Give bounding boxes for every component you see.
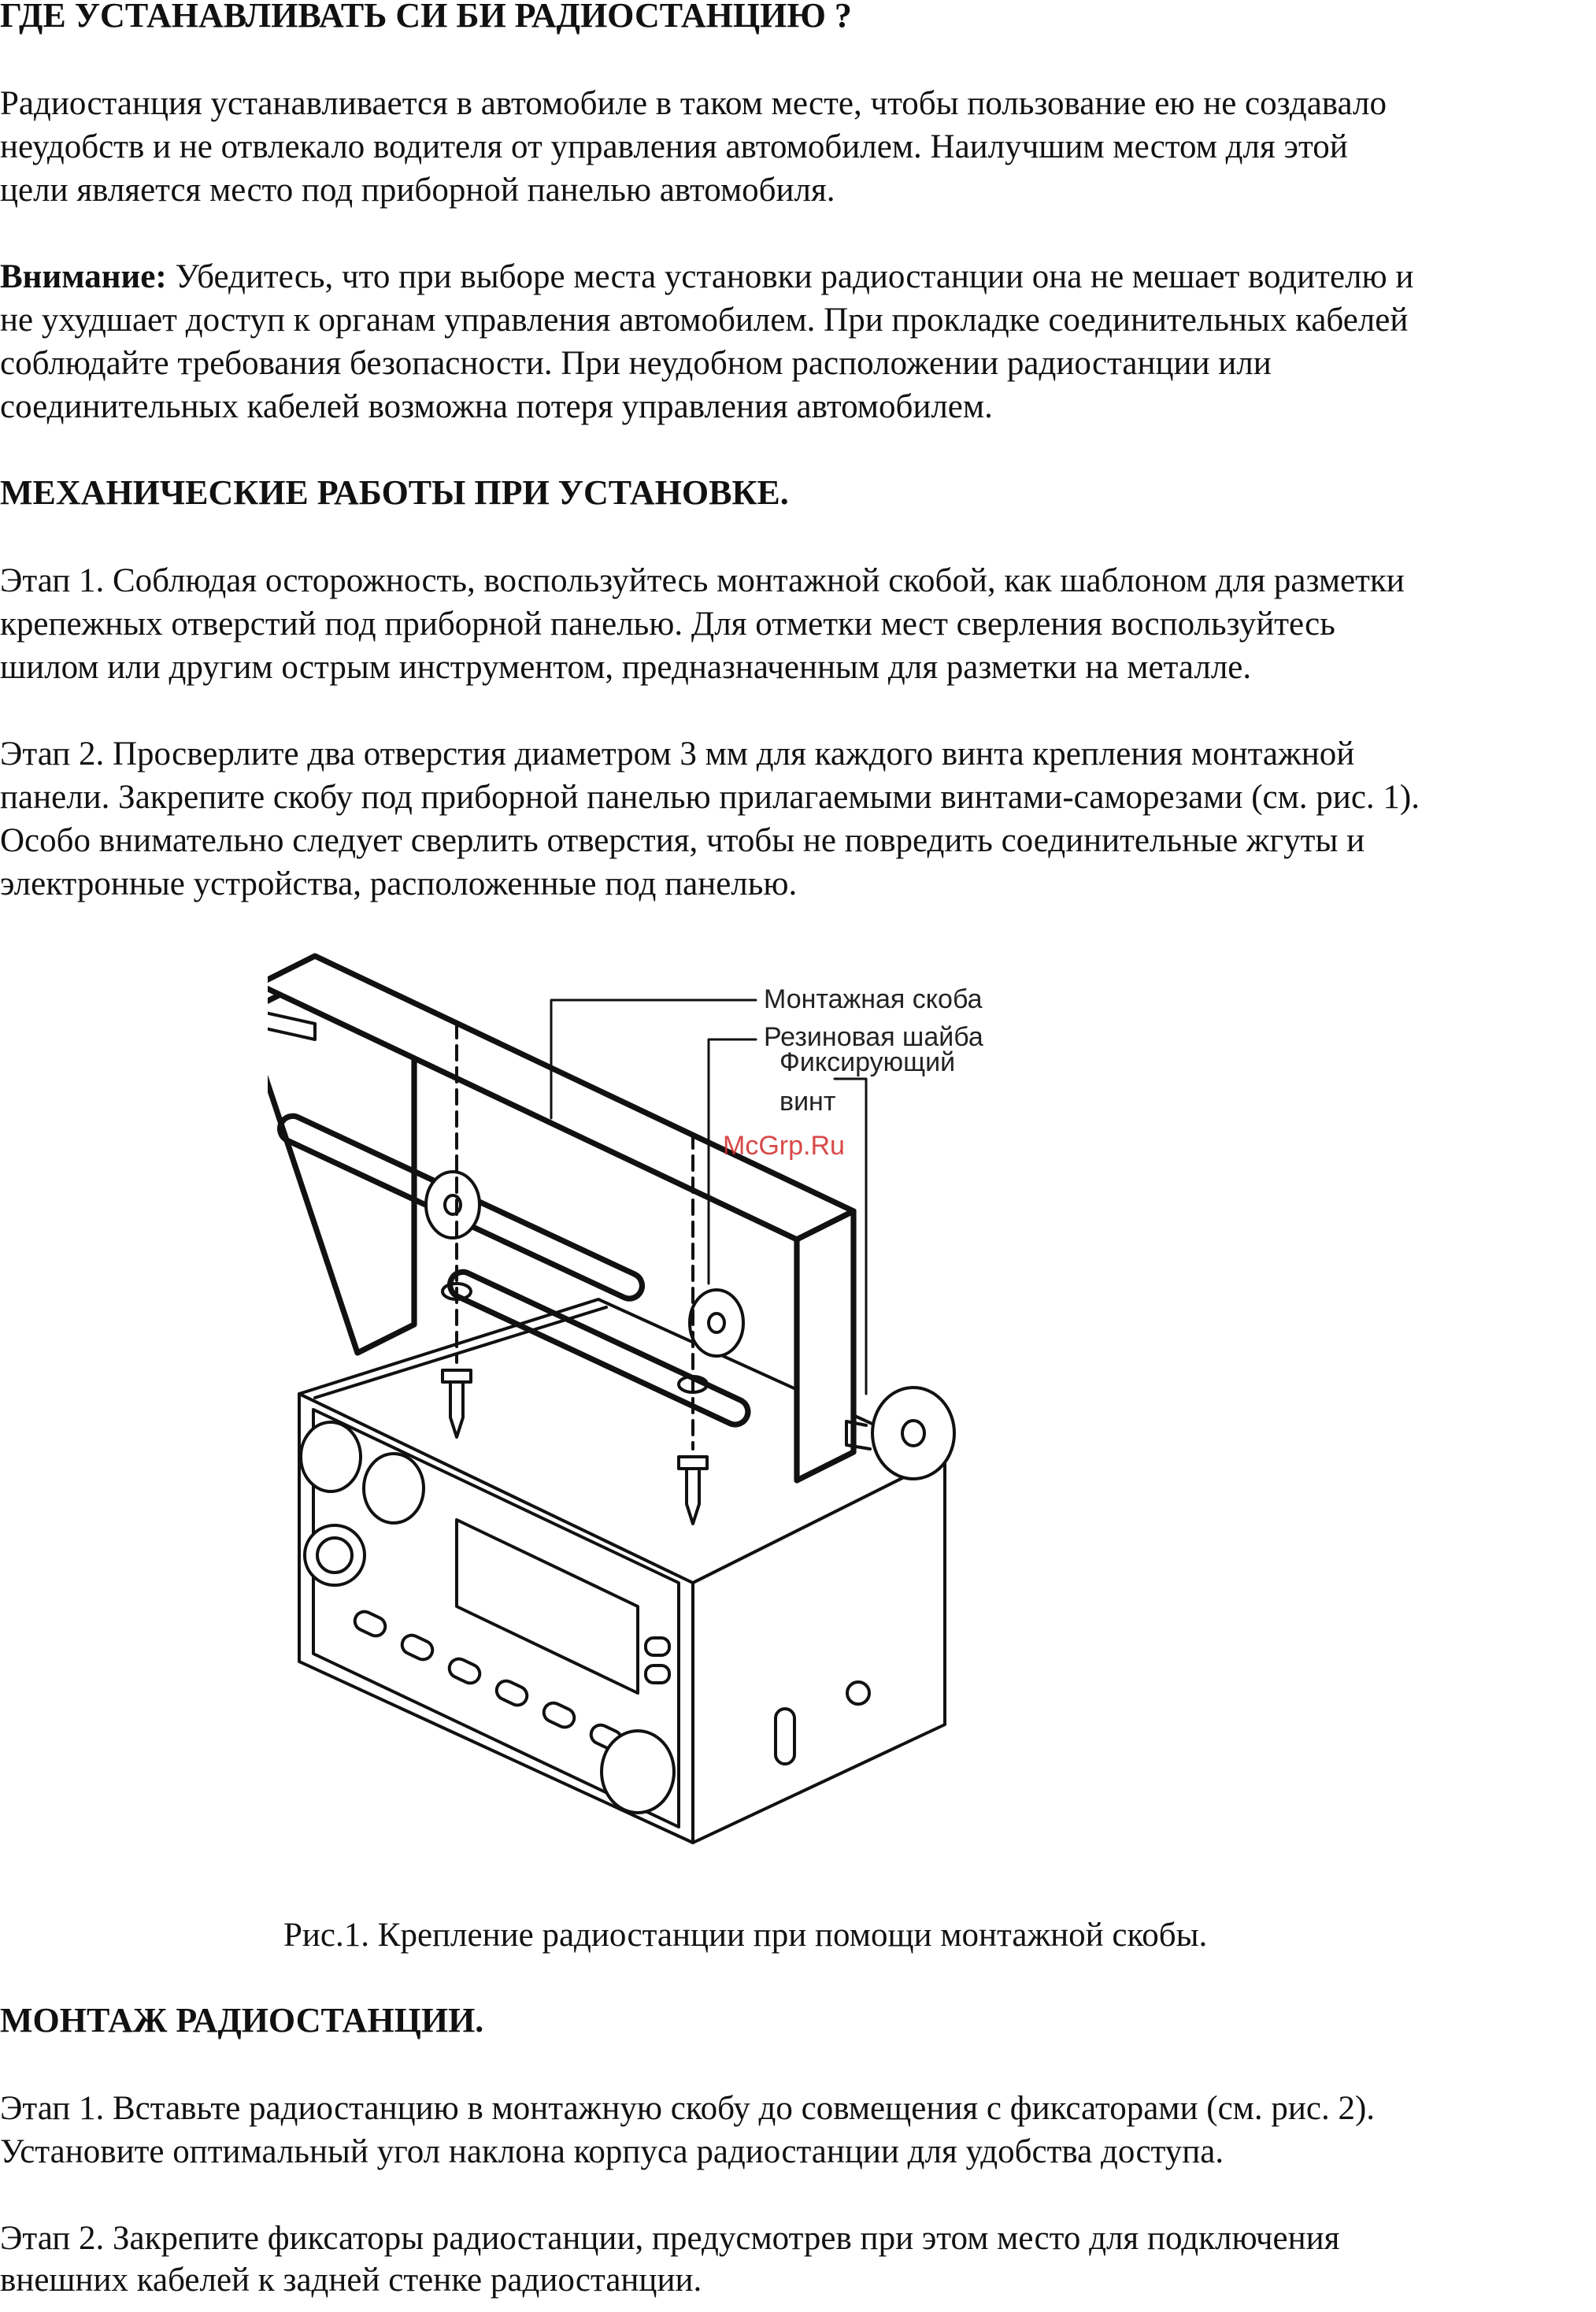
mount-step2-line-1: Этап 2. Закрепите фиксаторы радиостанции, предусмотрев при этом место для подключения (0, 2220, 1340, 2257)
warning-label: Внимание: (0, 258, 167, 295)
step2-line-2: панели. Закрепите скобу под приборной панелью прилагаемыми винтами-саморезами (см. рис. 1). (0, 779, 1420, 816)
step1-line-2: крепежных отверстий под приборной панелью. Для отметки мест сверления воспользуйтесь (0, 606, 1335, 643)
mount-step1-line-2: Установите оптимальный угол наклона корпуса радиостанции для удобства доступа. (0, 2133, 1224, 2170)
paragraph-intro-line-2: неудобств и не отвлекало водителя от управления автомобилем. Наилучшим местом для этой (0, 128, 1348, 165)
rubber-washer-left (426, 1172, 480, 1238)
warning-line-2: не ухудшает доступ к органам управления автомобилем. При прокладке соединительных кабелей (0, 302, 1409, 339)
label-fixing: Фиксирующий (779, 1047, 956, 1077)
step2-line-3: Особо внимательно следует сверлить отверстия, чтобы не повредить соединительные жгуты и (0, 822, 1365, 859)
label-screw: винт (779, 1087, 836, 1117)
paragraph-intro-line-1: Радиостанция устанавливается в автомобиле в таком месте, чтобы пользование ею не создавало (0, 85, 1387, 122)
heading-where-to-install: ГДЕ УСТАНАВЛИВАТЬ СИ БИ РАДИОСТАНЦИЮ ? (0, 0, 852, 35)
warning-line-3: соблюдайте требования безопасности. При неудобном расположении радиостанции или (0, 345, 1272, 382)
mic-connector (305, 1525, 365, 1585)
watermark: McGrp.Ru (723, 1131, 845, 1161)
label-mounting-bracket: Монтажная скоба (764, 984, 983, 1014)
step2-line-1: Этап 2. Просверлите два отверстия диаметром 3 мм для каждого винта крепления монтажной (0, 735, 1355, 773)
mount-step2-line-2: внешних кабелей к задней стенке радиостанции. (0, 2262, 702, 2299)
step2-line-4: электронные устройства, расположенные под панелью. (0, 865, 798, 902)
rubber-washer-right (690, 1290, 743, 1356)
step1-line-1: Этап 1. Соблюдая осторожность, воспользуйтесь монтажной скобой, как шаблоном для разметки (0, 562, 1405, 599)
channel-knob (602, 1731, 674, 1813)
warning-line-1 (0, 255, 1590, 298)
mount-step1-line-1: Этап 1. Вставьте радиостанцию в монтажную скобу до совмещения с фиксаторами (см. рис. 2). (0, 2090, 1376, 2127)
paragraph-intro-line-3: цели является место под приборной панелью автомобиля. (0, 172, 835, 209)
warning-text-1: Убедитесь, что при выборе места установки радиостанции она не мешает водителю и (166, 258, 1414, 295)
mounting-bracket-illustration (268, 953, 1323, 1882)
heading-mechanical-works: МЕХАНИЧЕСКИЕ РАБОТЫ ПРИ УСТАНОВКЕ. (0, 473, 789, 512)
squelch-knob (364, 1454, 424, 1523)
warning-line-4: соединительных кабелей возможна потеря управления автомобилем. (0, 388, 993, 425)
step1-line-3: шилом или другим острым инструментом, предназначенным для разметки на металле. (0, 649, 1252, 686)
figure-caption: Рис.1. Крепление радиостанции при помощи монтажной скобы. (283, 1917, 1208, 1954)
volume-knob (301, 1422, 361, 1491)
heading-radio-mounting: МОНТАЖ РАДИОСТАНЦИИ. (0, 2001, 484, 2040)
right-thumb-screw (872, 1388, 954, 1479)
label-rubber-washer: Резиновая шайба (764, 1022, 983, 1052)
